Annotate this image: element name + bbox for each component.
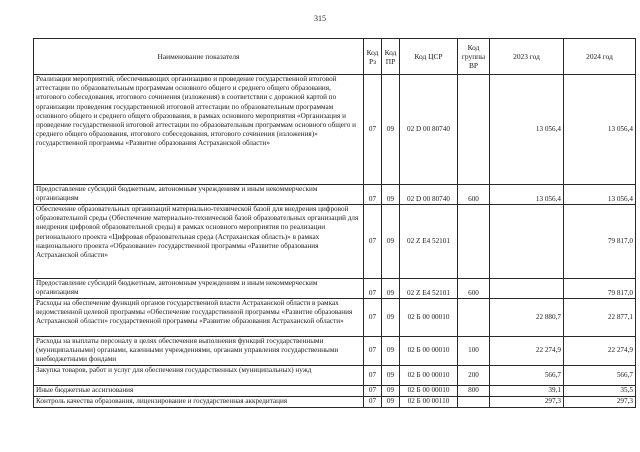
row-2024: 22 877,1 bbox=[564, 299, 636, 337]
table-row bbox=[34, 185, 636, 205]
row-vr bbox=[458, 299, 490, 337]
row-name: Иные бюджетные ассигнования bbox=[34, 386, 364, 397]
row-2023: 13 056,4 bbox=[490, 185, 564, 205]
row-2024: 13 056,4 bbox=[564, 185, 636, 205]
row-2023: 297,3 bbox=[490, 397, 564, 408]
row-2023: 566,7 bbox=[490, 366, 564, 386]
row-name: Реализация мероприятий, обеспечивающих организацию и проведение государственной итоговой аттестации по образовательным программам основного общего и среднего общего образования, итогового собеседования, итогового сочинения (изложения) в соответствии с дорожной картой по организации проведения государственной итоговой аттестации по образовательным программам основного общего и среднего общего образования, в рамках основного мероприятия «Организация и проведение государственной итоговой аттестации по образовательным программам основного общего и среднего общего образования, итогового собеседования, итогового сочинения (изложения)» государственной программы «Развитие образования Астраханской области» bbox=[34, 75, 364, 185]
row-name: Предоставление субсидий бюджетным, автономным учреждениям и иным некоммерческим организациям bbox=[34, 185, 364, 205]
row-pr: 09 bbox=[382, 366, 400, 386]
row-2023: 39,1 bbox=[490, 386, 564, 397]
row-csr: 02 Б 00 00010 bbox=[400, 299, 458, 337]
header-2023: 2023 год bbox=[490, 39, 564, 75]
budget-table bbox=[33, 38, 636, 408]
table-row bbox=[34, 386, 636, 397]
row-name: Контроль качества образования, лицензирование и государственная аккредитация bbox=[34, 397, 364, 408]
row-vr: 600 bbox=[458, 185, 490, 205]
table-row bbox=[34, 279, 636, 299]
row-2024: 566,7 bbox=[564, 366, 636, 386]
row-pr: 09 bbox=[382, 386, 400, 397]
table-row bbox=[34, 366, 636, 386]
row-csr: 02 Z E4 52101 bbox=[400, 279, 458, 299]
row-csr: 02 D 00 80740 bbox=[400, 185, 458, 205]
row-name: Предоставление субсидий бюджетным, автономным учреждениям и иным некоммерческим организациям bbox=[34, 279, 364, 299]
table-row bbox=[34, 397, 636, 408]
row-2023: 13 056,4 bbox=[490, 75, 564, 185]
row-2024: 79 817,0 bbox=[564, 205, 636, 279]
row-pr: 09 bbox=[382, 397, 400, 408]
row-rz: 07 bbox=[364, 366, 382, 386]
row-csr: 02 Б 00 00110 bbox=[400, 397, 458, 408]
row-vr: 800 bbox=[458, 386, 490, 397]
row-csr: 02 Б 00 00010 bbox=[400, 366, 458, 386]
row-vr bbox=[458, 75, 490, 185]
row-2023 bbox=[490, 205, 564, 279]
row-csr: 02 D 00 80740 bbox=[400, 75, 458, 185]
row-name: Обеспечение образовательных организаций материально-технической базой для внедрения цифровой образовательной среды (Обеспечение материально-технической базой образовательных организаций для внедрения цифровой образовательной среды) в рамках основного мероприятия по реализации регионального проекта «Цифровая образовательная среда (Астраханская область)» в рамках национального проекта «Образование» государственной программы «Развитие образования Астраханской области» bbox=[34, 205, 364, 279]
row-2024: 22 274,9 bbox=[564, 337, 636, 366]
row-name: Расходы на выплаты персоналу в целях обеспечения выполнения функций государственными (муниципальными) органами, казенными учреждениями, органами управления государственными внебюджетными фондами bbox=[34, 337, 364, 366]
table-row bbox=[34, 299, 636, 337]
row-vr bbox=[458, 397, 490, 408]
row-2024: 297,3 bbox=[564, 397, 636, 408]
row-vr: 600 bbox=[458, 279, 490, 299]
page-number: 315 bbox=[314, 14, 326, 23]
row-csr: 02 Б 00 00010 bbox=[400, 337, 458, 366]
row-name: Закупка товаров, работ и услуг для обеспечения государственных (муниципальных) нужд bbox=[34, 366, 364, 386]
header-pr: Код ПР bbox=[382, 39, 400, 75]
row-rz: 07 bbox=[364, 185, 382, 205]
row-2024: 79 817,0 bbox=[564, 279, 636, 299]
table-header-row bbox=[34, 39, 636, 75]
row-pr: 09 bbox=[382, 279, 400, 299]
row-pr: 09 bbox=[382, 299, 400, 337]
row-rz: 07 bbox=[364, 397, 382, 408]
row-2024: 13 056,4 bbox=[564, 75, 636, 185]
row-2024: 35,5 bbox=[564, 386, 636, 397]
header-2024: 2024 год bbox=[564, 39, 636, 75]
row-2023: 22 880,7 bbox=[490, 299, 564, 337]
row-pr: 09 bbox=[382, 205, 400, 279]
row-pr: 09 bbox=[382, 337, 400, 366]
row-pr: 09 bbox=[382, 75, 400, 185]
row-rz: 07 bbox=[364, 279, 382, 299]
table-row bbox=[34, 75, 636, 185]
header-vr: Код группы ВР bbox=[458, 39, 490, 75]
row-vr: 100 bbox=[458, 337, 490, 366]
table-row bbox=[34, 337, 636, 366]
row-rz: 07 bbox=[364, 299, 382, 337]
row-rz: 07 bbox=[364, 386, 382, 397]
header-rz: Код Рз bbox=[364, 39, 382, 75]
header-csr: Код ЦСР bbox=[400, 39, 458, 75]
header-name: Наименование показателя bbox=[34, 39, 364, 75]
row-rz: 07 bbox=[364, 75, 382, 185]
row-rz: 07 bbox=[364, 337, 382, 366]
row-pr: 09 bbox=[382, 185, 400, 205]
row-2023: 22 274,9 bbox=[490, 337, 564, 366]
row-csr: 02 Б 00 00010 bbox=[400, 386, 458, 397]
row-vr: 200 bbox=[458, 366, 490, 386]
row-csr: 02 Z E4 52101 bbox=[400, 205, 458, 279]
table-row bbox=[34, 205, 636, 279]
row-2023 bbox=[490, 279, 564, 299]
row-rz: 07 bbox=[364, 205, 382, 279]
row-vr bbox=[458, 205, 490, 279]
row-name: Расходы на обеспечение функций органов государственной власти Астраханской области в рамках ведомственной целевой программы «Обеспечение государственной программы «Развитие образования Астраханской области» государственной программы «Развитие образования Астраханской области» bbox=[34, 299, 364, 337]
